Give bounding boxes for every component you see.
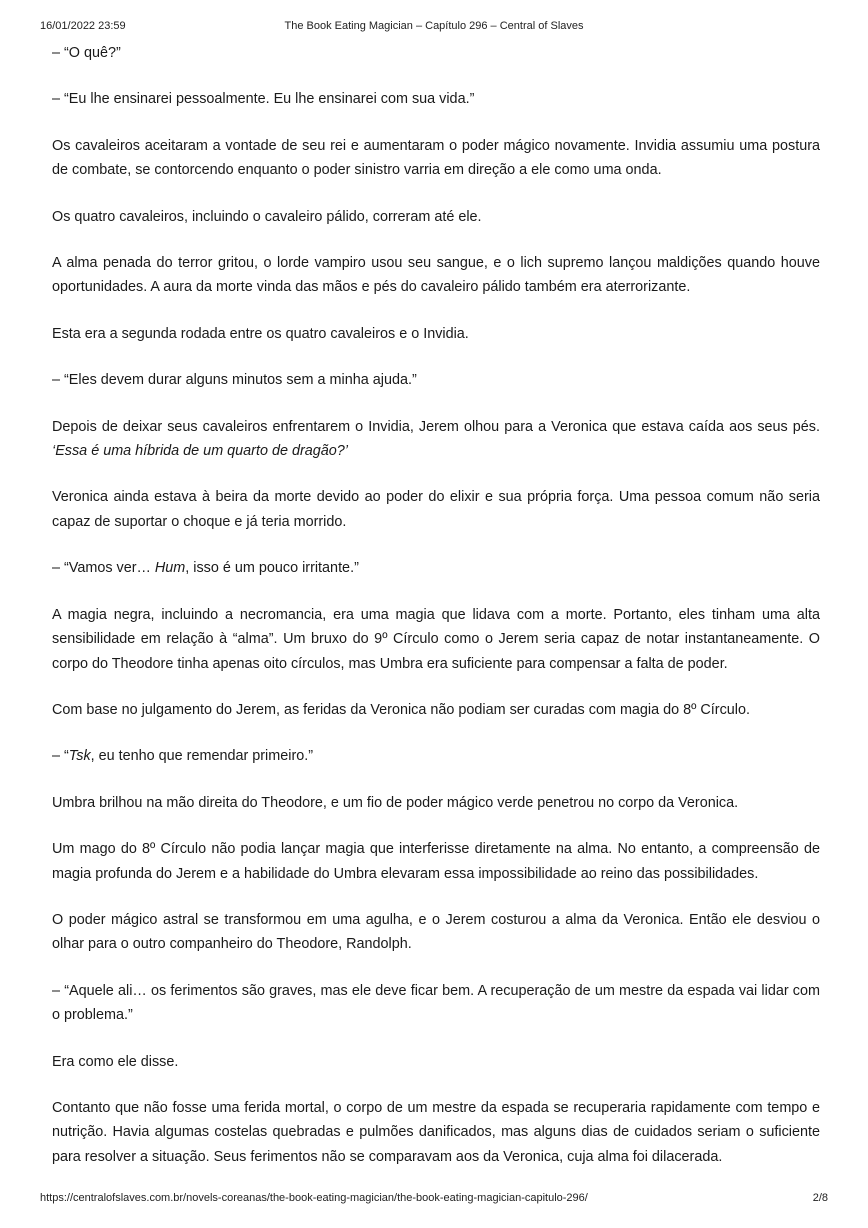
italic-word: Hum: [154, 560, 186, 577]
print-datetime: 16/01/2022 23:59: [40, 20, 126, 32]
paragraph: O poder mágico astral se transformou em uma agulha, e o Jerem costurou a alma da Veronica. Então ele desviou o olhar para o outro companheiro do Theodore, Randolph.: [52, 911, 820, 953]
source-url[interactable]: https://centralofslaves.com.br/novels-coreanas/the-book-eating-magician/the-book-eating-magician-capitulo-296/: [40, 1192, 588, 1204]
page-title: The Book Eating Magician – Capítulo 296 – Central of Slaves: [284, 20, 584, 32]
paragraph: Os cavaleiros aceitaram a vontade de seu rei e aumentaram o poder mágico novamente. Invidia assumiu uma postura de combate, se contorcendo enquanto o poder sinistro varria em direção a ele como uma onda.: [52, 137, 820, 179]
paragraph: – “Eles devem durar alguns minutos sem a minha ajuda.”: [52, 372, 417, 389]
paragraph: Depois de deixar seus cavaleiros enfrentarem o Invidia, Jerem olhou para a Veronica que estava caída aos seus pés. ‘Essa é uma híbrida de um quarto de dragão?’: [52, 418, 820, 460]
paragraph: Um mago do 8º Círculo não podia lançar magia que interferisse diretamente na alma. No entanto, a compreensão de magia profunda do Jerem e a habilidade do Umbra elevaram essa impossibilidade ao reino das possibilidades.: [52, 841, 820, 882]
italic-word: Tsk: [68, 748, 91, 765]
paragraph: – “Aquele ali… os ferimentos são graves, mas ele deve ficar bem. A recuperação de um mestre da espada vai lidar com o problema.”: [52, 982, 820, 1024]
chapter-body: [52, 41, 820, 1169]
paragraph: Os quatro cavaleiros, incluindo o cavaleiro pálido, correram até ele.: [52, 208, 482, 225]
paragraph: Contanto que não fosse uma ferida mortal, o corpo de um mestre da espada se recuperaria rapidamente com tempo e nutrição. Havia algumas costelas quebradas e pulmões danificados, mas alguns dias de cuidados seriam o suficiente para resolver a situação. Seus ferimentos não se comparavam aos da Veronica, cuja alma foi dilacerada.: [52, 1099, 820, 1165]
paragraph: – “Tsk, eu tenho que remendar primeiro.”: [52, 748, 314, 765]
paragraph: – “O quê?”: [52, 45, 121, 61]
paragraph: Umbra brilhou na mão direita do Theodore, e um fio de poder mágico verde penetrou no corpo da Veronica.: [52, 794, 739, 811]
paragraph: – “Vamos ver… Hum, isso é um pouco irritante.”: [52, 560, 359, 577]
italic-thought: ‘Essa é uma híbrida de um quarto de dragão?’: [52, 443, 348, 460]
paragraph: – “Eu lhe ensinarei pessoalmente. Eu lhe ensinarei com sua vida.”: [52, 91, 475, 108]
paragraph: A alma penada do terror gritou, o lorde vampiro usou seu sangue, e o lich supremo lançou maldições quando houve oportunidades. A aura da morte vinda das mãos e pés do cavaleiro pálido também era aterrorizante.: [52, 255, 820, 296]
page-footer: [0, 1192, 868, 1206]
page-number: 2/8: [812, 1192, 828, 1204]
paragraph: Com base no julgamento do Jerem, as feridas da Veronica não podiam ser curadas com magia do 8º Círculo.: [52, 701, 750, 718]
paragraph: Veronica ainda estava à beira da morte devido ao poder do elixir e sua própria força. Uma pessoa comum não seria capaz de suportar o choque e já teria morrido.: [52, 489, 820, 530]
paragraph: A magia negra, incluindo a necromancia, era uma magia que lidava com a morte. Portanto, eles tinham uma alta sensibilidade em relação à “alma”. Um bruxo do 9º Círculo como o Jerem seria capaz de notar instantaneamente. O corpo do Theodore tinha apenas oito círculos, mas Umbra era suficiente para compensar a falta de poder.: [52, 606, 820, 672]
page-header: [0, 20, 868, 34]
paragraph: Era como ele disse.: [52, 1053, 179, 1070]
paragraph: Esta era a segunda rodada entre os quatro cavaleiros e o Invidia.: [52, 325, 469, 342]
